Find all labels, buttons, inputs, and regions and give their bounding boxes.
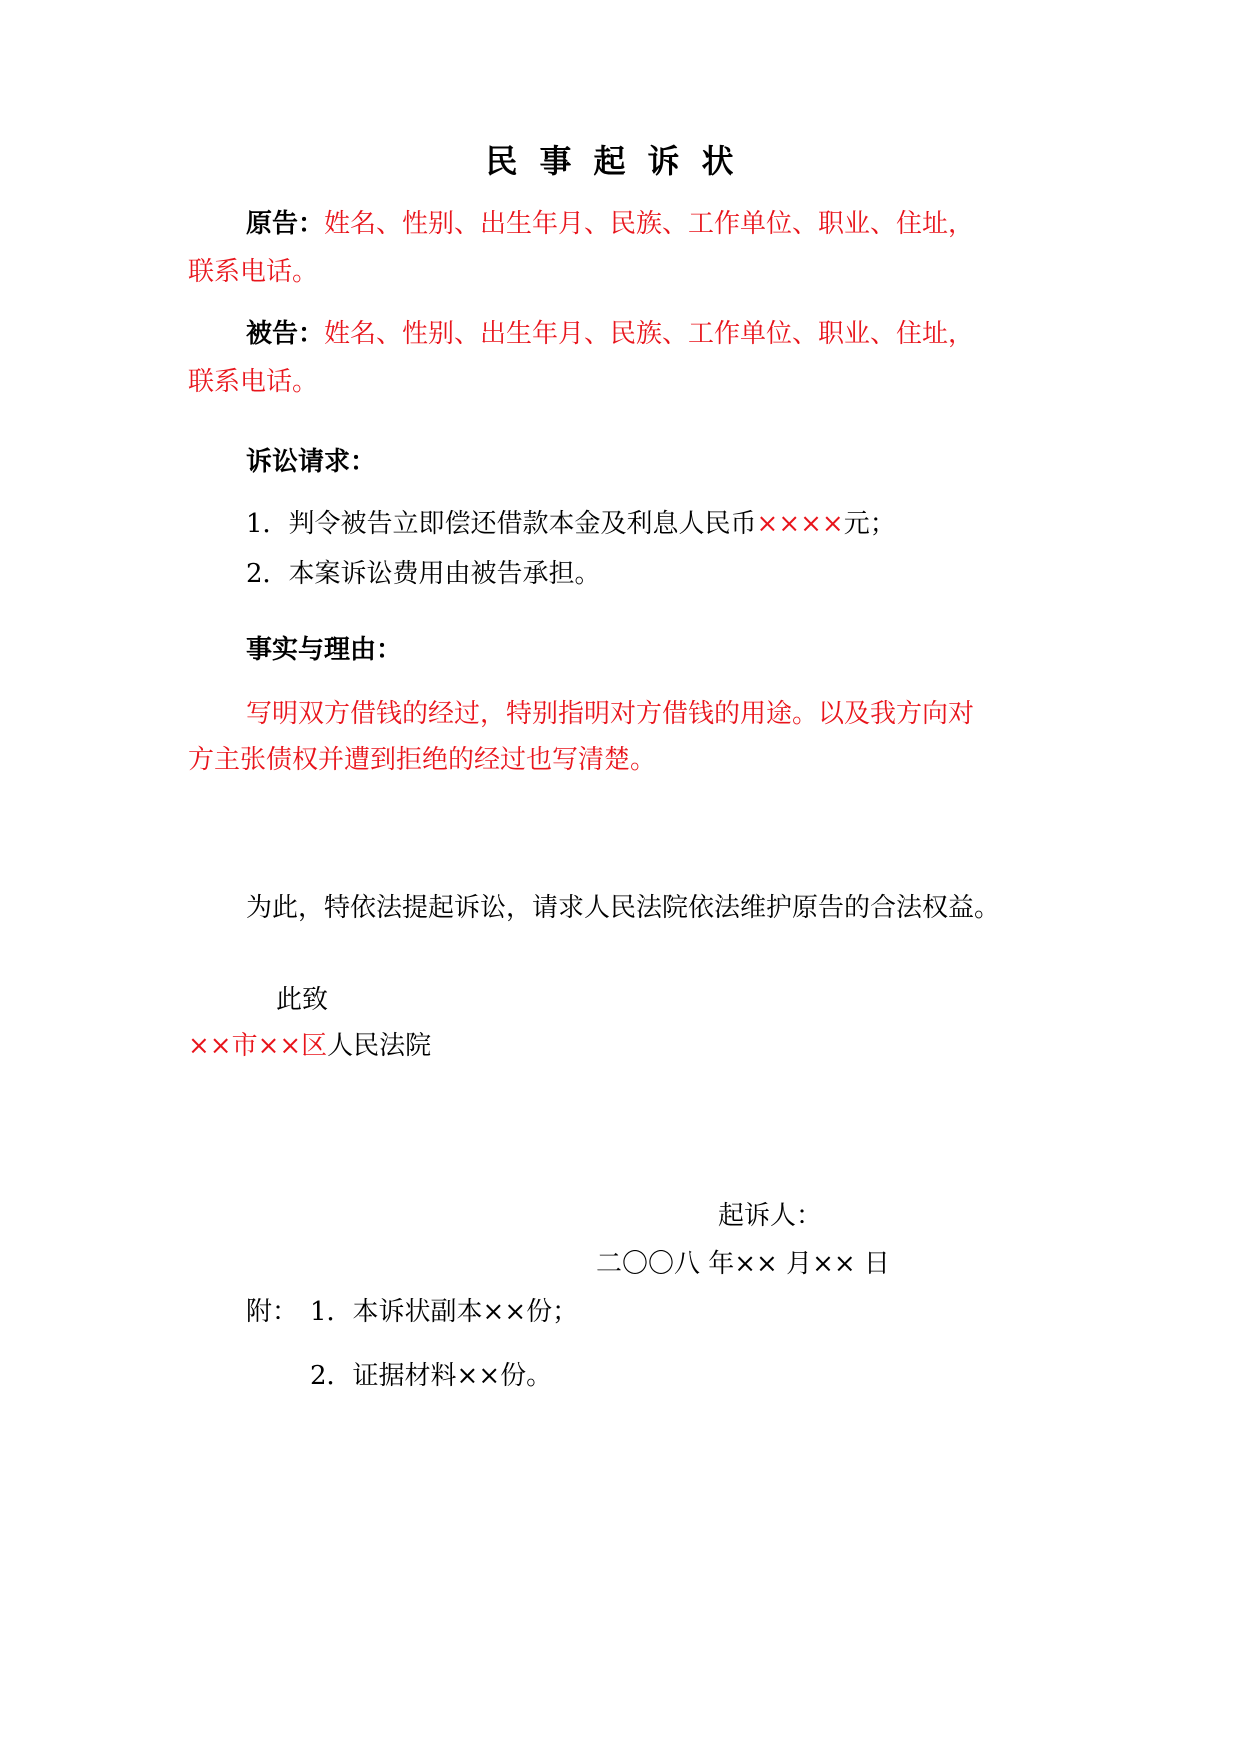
claim-amount-placeholder: ×××× bbox=[756, 509, 844, 539]
facts-line-1: 写明双方借钱的经过，特别指明对方借钱的用途。以及我方向对 bbox=[246, 699, 975, 729]
defendant-contact: 联系电话。 bbox=[188, 367, 319, 397]
attachment-item-1: 1．本诉状副本××份； bbox=[310, 1297, 579, 1327]
claim-item-1-suffix: 元； bbox=[843, 509, 896, 539]
filing-date: 二〇〇八 年×× 月×× 日 bbox=[596, 1249, 890, 1279]
plaintiff-line bbox=[246, 208, 974, 240]
plaintiff-contact: 联系电话。 bbox=[188, 257, 319, 287]
claim-item-1 bbox=[246, 508, 896, 540]
court-placeholder: ××市××区 bbox=[188, 1031, 328, 1061]
facts-heading: 事实与理由： bbox=[246, 635, 403, 665]
claim-item-2: 2．本案诉讼费用由被告承担。 bbox=[246, 559, 601, 589]
salutation: 此致 bbox=[276, 985, 329, 1015]
court-suffix: 人民法院 bbox=[327, 1031, 432, 1061]
claims-heading: 诉讼请求： bbox=[246, 447, 377, 477]
conclusion-text: 为此，特依法提起诉讼，请求人民法院依法维护原告的合法权益。 bbox=[246, 893, 1001, 923]
claim-item-1-text: 1．判令被告立即偿还借款本金及利息人民币 bbox=[246, 509, 757, 539]
plaintiff-signature-label: 起诉人： bbox=[718, 1201, 823, 1231]
attachment-item-2: 2．证据材料××份。 bbox=[310, 1361, 553, 1391]
attachments bbox=[246, 1296, 578, 1328]
court-name bbox=[188, 1030, 431, 1062]
defendant-details: 姓名、性别、出生年月、民族、工作单位、职业、住址， bbox=[324, 319, 975, 349]
document-title: 民事起诉状 bbox=[485, 142, 756, 180]
defendant-label: 被告： bbox=[246, 319, 325, 349]
plaintiff-details: 姓名、性别、出生年月、民族、工作单位、职业、住址， bbox=[324, 209, 975, 239]
plaintiff-label: 原告： bbox=[246, 209, 325, 239]
facts-line-2: 方主张债权并遭到拒绝的经过也写清楚。 bbox=[188, 745, 657, 775]
attachments-label: 附： bbox=[246, 1297, 299, 1327]
defendant-line bbox=[246, 318, 974, 350]
